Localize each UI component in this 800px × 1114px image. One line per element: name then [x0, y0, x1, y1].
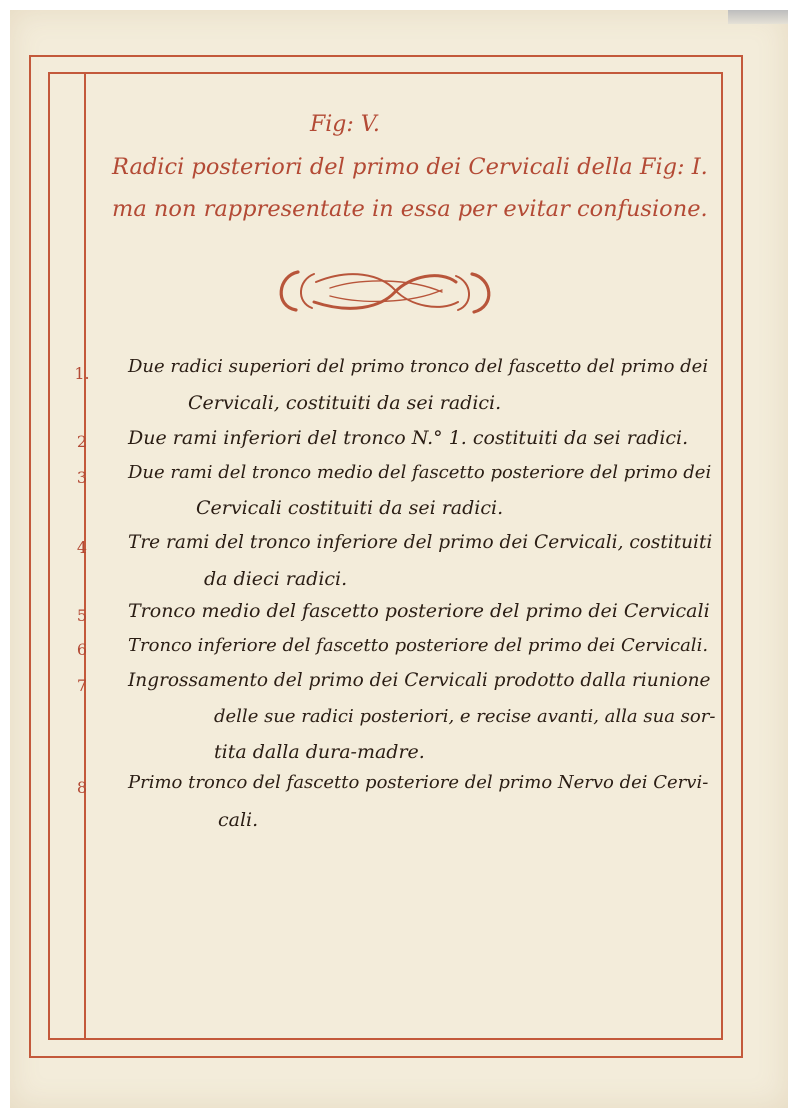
- entry-number: 8: [76, 778, 88, 797]
- entry-line: Cervicali costituiti da sei radici.: [196, 497, 504, 519]
- flourish-icon: [270, 262, 500, 322]
- entry-line: da dieci radici.: [204, 568, 348, 590]
- entry-number: 6: [76, 640, 88, 659]
- entry-line: Ingrossamento del primo dei Cervicali prodotto dalla riunione: [128, 670, 711, 691]
- entry-number: 7: [76, 676, 88, 695]
- page-corner: [728, 10, 788, 24]
- entry-line: Cervicali, costituiti da sei radici.: [188, 392, 502, 414]
- entry-number: 2: [76, 432, 88, 451]
- entry-number: 4: [76, 538, 88, 557]
- figure-label: Fig: V.: [310, 112, 380, 137]
- entry-line: Primo tronco del fascetto posteriore del primo Nervo dei Cervi-: [128, 772, 709, 793]
- entry-line: cali.: [218, 809, 259, 831]
- entry-number: 1.: [74, 364, 90, 383]
- entry-line: Tronco medio del fascetto posteriore del primo dei Cervicali: [128, 600, 710, 622]
- entry-line: Due radici superiori del primo tronco del fascetto del primo dei: [128, 356, 709, 377]
- entry-line: Due rami del tronco medio del fascetto posteriore del primo dei: [128, 462, 712, 483]
- heading-line-2: ma non rappresentate in essa per evitar confusione.: [112, 196, 708, 222]
- entry-line: Tronco inferiore del fascetto posteriore del primo dei Cervicali.: [128, 635, 709, 656]
- heading-line-1: Radici posteriori del primo dei Cervicali della Fig: I.: [112, 154, 708, 180]
- entry-line: delle sue radici posteriori, e recise avanti, alla sua sor-: [214, 706, 716, 727]
- entry-number: 5: [76, 606, 88, 625]
- entry-line: Tre rami del tronco inferiore del primo dei Cervicali, costituiti: [128, 532, 713, 553]
- entry-number: 3: [76, 468, 88, 487]
- entry-line: Due rami inferiori del tronco N.° 1. costituiti da sei radici.: [128, 427, 689, 449]
- entry-line: tita dalla dura-madre.: [214, 741, 425, 763]
